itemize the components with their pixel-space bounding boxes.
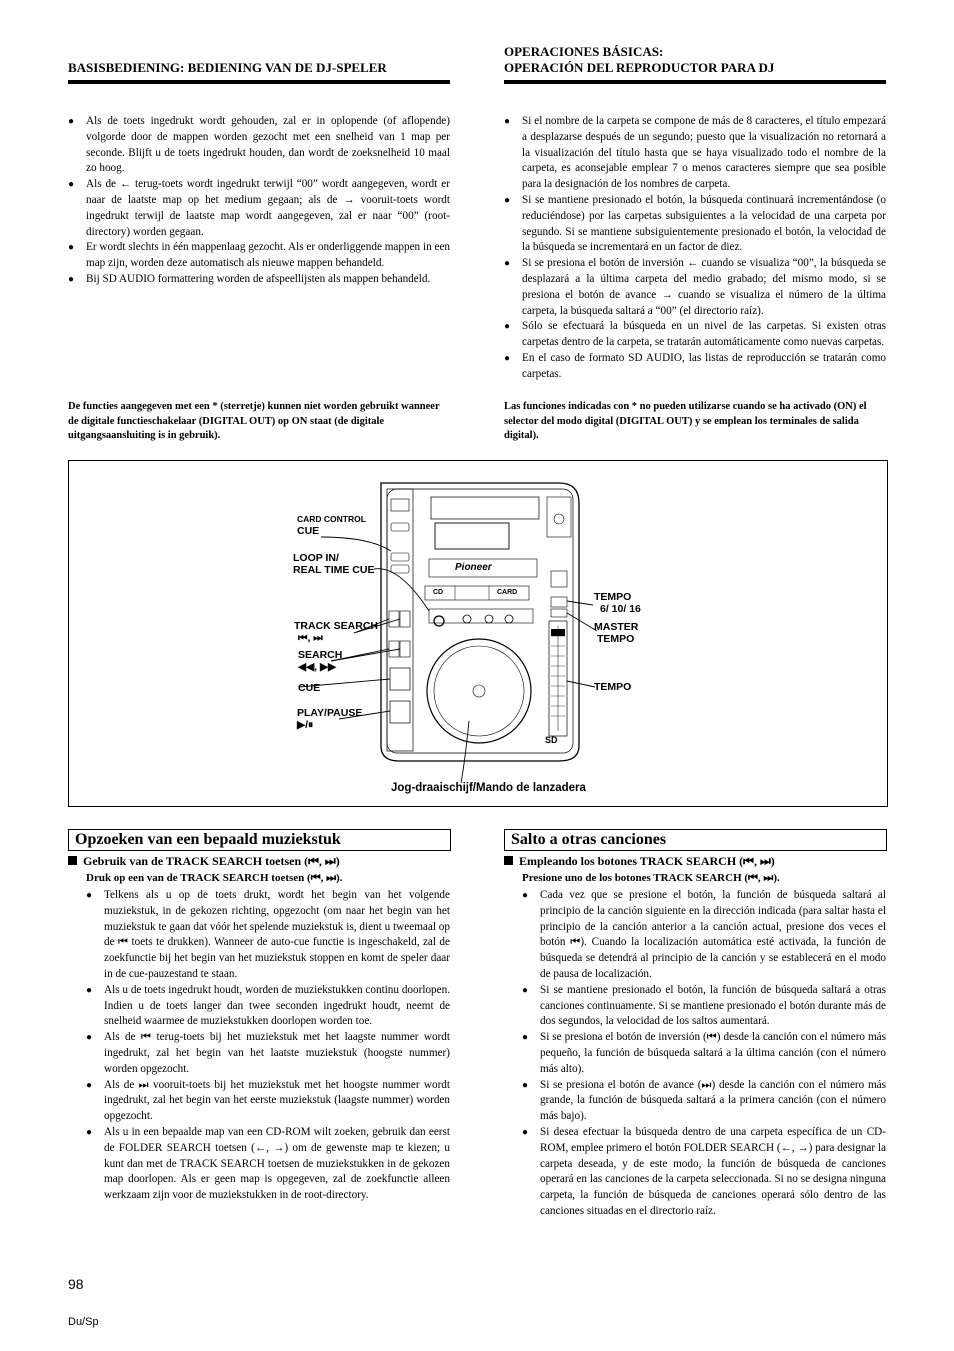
square-bullet-icon bbox=[504, 856, 513, 865]
svg-text:SD: SD bbox=[545, 735, 558, 745]
list-item: ● Als de ← terug-toets wordt ingedrukt terwijl “00” wordt aangegeven, wordt er naar de laatste map op het medium gegaan; als de → vooruit-toets wordt ingedrukt terwijl de laatste map wordt aangegeven, zal er naar “00” (root-directory) worden gegaan. bbox=[68, 177, 450, 240]
label-card-cue: CUE bbox=[297, 525, 320, 537]
list-item: ● Si se mantiene presionado el botón, la función de búsqueda saltará a otras canciones continuamente. Si se mantiene presionado el botón durante más de dos segundos, la velocidad de los saltos aumentará. bbox=[522, 983, 886, 1030]
list-item: ● Si se presiona el botón de inversión (⏮) desde la canción con el número más pequeño, la función de búsqueda saltará a la última canción (con el número más alto). bbox=[522, 1030, 886, 1077]
right-section-title: Salto a otras canciones bbox=[504, 829, 887, 851]
label-tempo: TEMPO bbox=[594, 591, 632, 603]
list-item: ● Cada vez que se presione el botón, la función de búsqueda saltará al principio de la canción siguiente en la dirección indicada (para saltar hasta el principio de la canción anterior a la canción actual, presione dos veces el botón ⏮). Cuando la localización automática esté activada, la función de búsqueda se detendrá al principio de la canción y se establecerá en el modo de pausa de localización. bbox=[522, 888, 886, 983]
list-item: ● Als de toets ingedrukt wordt gehouden, zal er in oplopende (of aflopende) volgorde door de mappen worden gezocht met een snelheid van 1 map per seconde. Blijft u de toets ingedrukt houden, dan wordt de zoeksnelheid 10 maal zo hoog. bbox=[68, 114, 450, 177]
right-header bbox=[504, 44, 886, 84]
list-item: ● Sólo se efectuará la búsqueda en un nivel de las carpetas. Si existen otras carpetas dentro de la carpeta, se tratarán automáticamente como nuevas carpetas. bbox=[504, 319, 886, 351]
label-play-pause-symbols: ▶/⏸ bbox=[297, 719, 314, 731]
list-item: ● Als u de toets ingedrukt houdt, worden de muziekstukken continu doorlopen. Indien u de toets langer dan twee seconden ingedrukt houdt, neemt de snelheid waarmee de muziekstukken doorlopen worden toe. bbox=[86, 983, 450, 1030]
list-item: ● Als u in een bepaalde map van een CD-ROM wilt zoeken, gebruik dan eerst de FOLDER SEARCH toetsen (←, →) om de gewenste map te kiezen; u kunt dan met de TRACK SEARCH toetsen de muziekstukken in de gekozen map doorlopen. Als er geen map is opgegeven, zal de zoekfunctie alleen werkzaam zijn voor de muziekstukken in de root-directory. bbox=[86, 1125, 450, 1204]
label-loop-in: LOOP IN/ bbox=[293, 552, 339, 564]
left-section-bullets bbox=[86, 888, 450, 1204]
label-real-time-cue: REAL TIME CUE bbox=[293, 564, 375, 576]
label-brand: Pioneer bbox=[455, 562, 492, 573]
list-item: ● Als de ⏭ vooruit-toets bij het muziekstuk met het hoogste nummer wordt ingedrukt, zal het begin van het eerste muziekstuk (laagste nummer) worden opgezocht. bbox=[86, 1078, 450, 1125]
left-bullets bbox=[68, 114, 450, 288]
right-subhead2: Presione uno de los botones TRACK SEARCH (⏮, ⏭). bbox=[522, 872, 780, 884]
label-search: SEARCH bbox=[298, 649, 343, 661]
left-column-top bbox=[68, 60, 450, 288]
label-cue: CUE bbox=[298, 682, 321, 694]
left-header: BASISBEDIENING: BEDIENING VAN DE DJ-SPELER bbox=[68, 60, 450, 84]
list-item: ● Als de ⏮ terug-toets bij het muziekstuk met het laagste nummer wordt ingedrukt, zal het begin van het laatste muziekstuk (hoogste nummer) worden opgezocht. bbox=[86, 1030, 450, 1077]
left-subhead2: Druk op een van de TRACK SEARCH toetsen (⏮, ⏭). bbox=[86, 872, 343, 884]
left-note: De functies aangegeven met een * (sterretje) kunnen niet worden gebruikt wanneer de digitale functieschakelaar (DIGITAL OUT) op ON staat (de digitale uitgangsaansluiting is in gebruik). bbox=[68, 401, 440, 441]
right-note: Las funciones indicadas con * no pueden utilizarse cuando se ha activado (ON) el selector del modo digital (DIGITAL OUT) y se emplean los terminales de salida digital). bbox=[504, 401, 867, 441]
left-subhead-text: Gebruik van de TRACK SEARCH toetsen (⏮, ⏭) bbox=[83, 854, 340, 868]
list-item: ● Telkens als u op de toets drukt, wordt het begin van het volgende muziekstuk, in de gekozen richting, opgezocht (om naar het begin van het muziekstuk te gaan dat vóór het spelende muziekstuk is, dient u tweemaal op de ⏮ toets te drukken). Wanneer de auto-cue functie is ingeschakeld, zal de zoekfunctie bij het begin van het muziekstuk stoppen en komt de speler daar in de cue-pauzestand te staan. bbox=[86, 888, 450, 983]
label-cd: CD bbox=[433, 589, 444, 596]
left-section-title: Opzoeken van een bepaald muziekstuk bbox=[68, 829, 451, 851]
right-bullets bbox=[504, 114, 886, 383]
dj-player-illustration bbox=[69, 461, 887, 806]
list-item: ● Bij SD AUDIO formattering worden de afspeellijsten als mappen behandeld. bbox=[68, 272, 450, 288]
label-card: CARD bbox=[497, 589, 518, 596]
label-master: MASTER bbox=[594, 621, 639, 633]
list-item: ● Si desea efectuar la búsqueda dentro de una carpeta específica de un CD-ROM, emplee primero el botón FOLDER SEARCH (←, →) para designar la carpeta deseada, y de este modo, la función de búsqueda de canciones operará en las canciones de la carpeta seleccionada. Si no se designa ninguna carpeta, la función de búsqueda de canciones operará sólo dentro de las canciones situadas en el directorio raíz. bbox=[522, 1125, 886, 1220]
right-section-bullets bbox=[522, 888, 886, 1220]
right-column-top bbox=[504, 44, 886, 383]
label-track-search-symbols: ⏮, ⏭ bbox=[298, 632, 323, 644]
list-item: ● Si se presiona el botón de inversión ← cuando se visualiza “00”, la búsqueda se desplazará a la última carpeta del medio grabado; del mismo modo, si se presiona el botón de avance → cuando se visualiza el número de la última carpeta, la búsqueda saltará a “00” (el directorio raíz). bbox=[504, 256, 886, 319]
left-subhead bbox=[68, 853, 450, 869]
list-item: ● Er wordt slechts in één mappenlaag gezocht. Als er onderliggende mappen in een map zijn, worden deze automatisch als nieuwe mappen behandeld. bbox=[68, 240, 450, 272]
square-bullet-icon bbox=[68, 856, 77, 865]
list-item: ● Si se mantiene presionado el botón, la búsqueda continuará incrementándose (o reduciéndose) por las carpetas subsiguientes a la velocidad de una carpeta por segundo. Si se mantiene subsiguientemente presionado el botón, la velocidad de la búsqueda se incrementará en un factor de diez. bbox=[504, 193, 886, 256]
label-search-symbols: ◀◀, ▶▶ bbox=[298, 661, 337, 673]
list-item: ● En el caso de formato SD AUDIO, las listas de reproducción se tratarán como carpetas. bbox=[504, 351, 886, 383]
label-card-control: CARD CONTROL bbox=[297, 514, 366, 524]
label-jog: Jog-draaischijf/Mando de lanzadera bbox=[391, 782, 586, 794]
right-header-line2: OPERACIÓN DEL REPRODUCTOR PARA DJ bbox=[504, 60, 775, 75]
player-figure bbox=[68, 460, 888, 807]
list-item: ● Si se presiona el botón de avance (⏭) desde la canción con el número más grande, la función de búsqueda saltará a la primera canción (con el número más bajo). bbox=[522, 1078, 886, 1125]
language-code: Du/Sp bbox=[68, 1316, 99, 1328]
right-header-line1: OPERACIONES BÁSICAS: bbox=[504, 44, 664, 59]
label-track-search: TRACK SEARCH bbox=[294, 620, 378, 632]
label-master-tempo: TEMPO bbox=[597, 633, 635, 645]
list-item: ● Si el nombre de la carpeta se compone de más de 8 caracteres, el título empezará a desplazarse después de un segundo; puesto que la visualización no retornará a la visualización del título hasta que se haya visualizado todo el nombre de la carpeta, es aconsejable emplear 7 o menos caracteres siempre que sea posible para la designación de los nombres de carpeta. bbox=[504, 114, 886, 193]
label-tempo-range: 6/ 10/ 16 bbox=[600, 603, 641, 615]
label-tempo-slider: TEMPO bbox=[594, 681, 632, 693]
right-subhead bbox=[504, 853, 886, 869]
page-number: 98 bbox=[68, 1276, 84, 1292]
label-play-pause: PLAY/PAUSE bbox=[297, 707, 363, 719]
right-subhead-text: Empleando los botones TRACK SEARCH (⏮, ⏭) bbox=[519, 854, 775, 868]
